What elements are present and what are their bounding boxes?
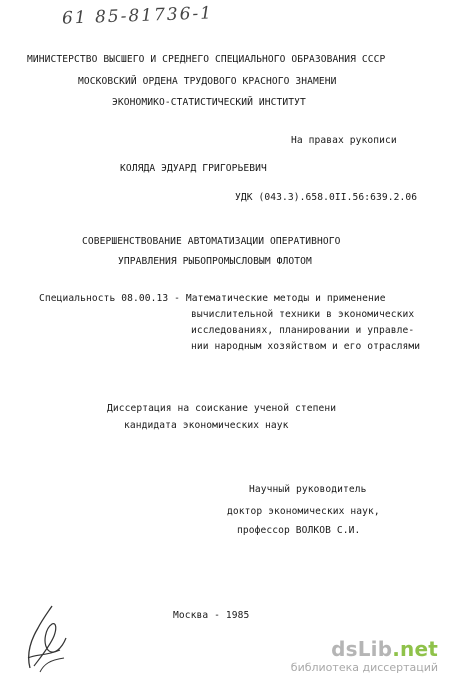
ministry-line: МИНИСТЕРСТВО ВЫСШЕГО И СРЕДНЕГО СПЕЦИАЛЬНОГО ОБРАЗОВАНИЯ СССР [27,54,386,65]
thesis-title-line2: УПРАВЛЕНИЯ РЫБОПРОМЫСЛОВЫМ ФЛОТОМ [118,256,312,267]
specialty-line3: исследованиях, планировании и управле- [191,325,415,336]
institute-name-line: ЭКОНОМИКО-СТАТИСТИЧЕСКИЙ ИНСТИТУТ [112,97,306,108]
city-year: Москва - 1985 [173,610,250,621]
handwritten-archive-number: 61 85-81736-1 [61,3,214,29]
author-name: КОЛЯДА ЭДУАРД ГРИГОРЬЕВИЧ [120,163,267,174]
dslib-watermark-subtitle: библиотека диссертаций [290,661,438,674]
degree-line2: кандидата экономических наук [124,420,289,431]
watermark-logo-main: dsLib [331,637,393,661]
manuscript-note: На правах рукописи [291,135,397,146]
institute-order-line: МОСКОВСКИЙ ОРДЕНА ТРУДОВОГО КРАСНОГО ЗНАМЕНИ [78,76,337,87]
watermark-logo-accent: .net [392,637,438,661]
handwritten-signature [20,598,72,676]
supervisor-degree: доктор экономических наук, [227,506,380,517]
specialty-line4: нии народным хозяйством и его отраслями [191,341,421,352]
dslib-watermark-logo [331,637,438,661]
udk-code: УДК (043.3).658.0II.56:639.2.06 [235,192,418,203]
thesis-title-line1: СОВЕРШЕНСТВОВАНИЕ АВТОМАТИЗАЦИИ ОПЕРАТИВНОГО [82,236,341,247]
supervisor-label: Научный руководитель [249,484,367,495]
supervisor-name: профессор ВОЛКОВ С.И. [237,525,361,536]
specialty-line1: Специальность 08.00.13 - Математические методы и применение [39,293,386,304]
degree-line1: Диссертация на соискание ученой степени [107,403,337,414]
specialty-line2: вычислительной техники в экономических [191,309,415,320]
